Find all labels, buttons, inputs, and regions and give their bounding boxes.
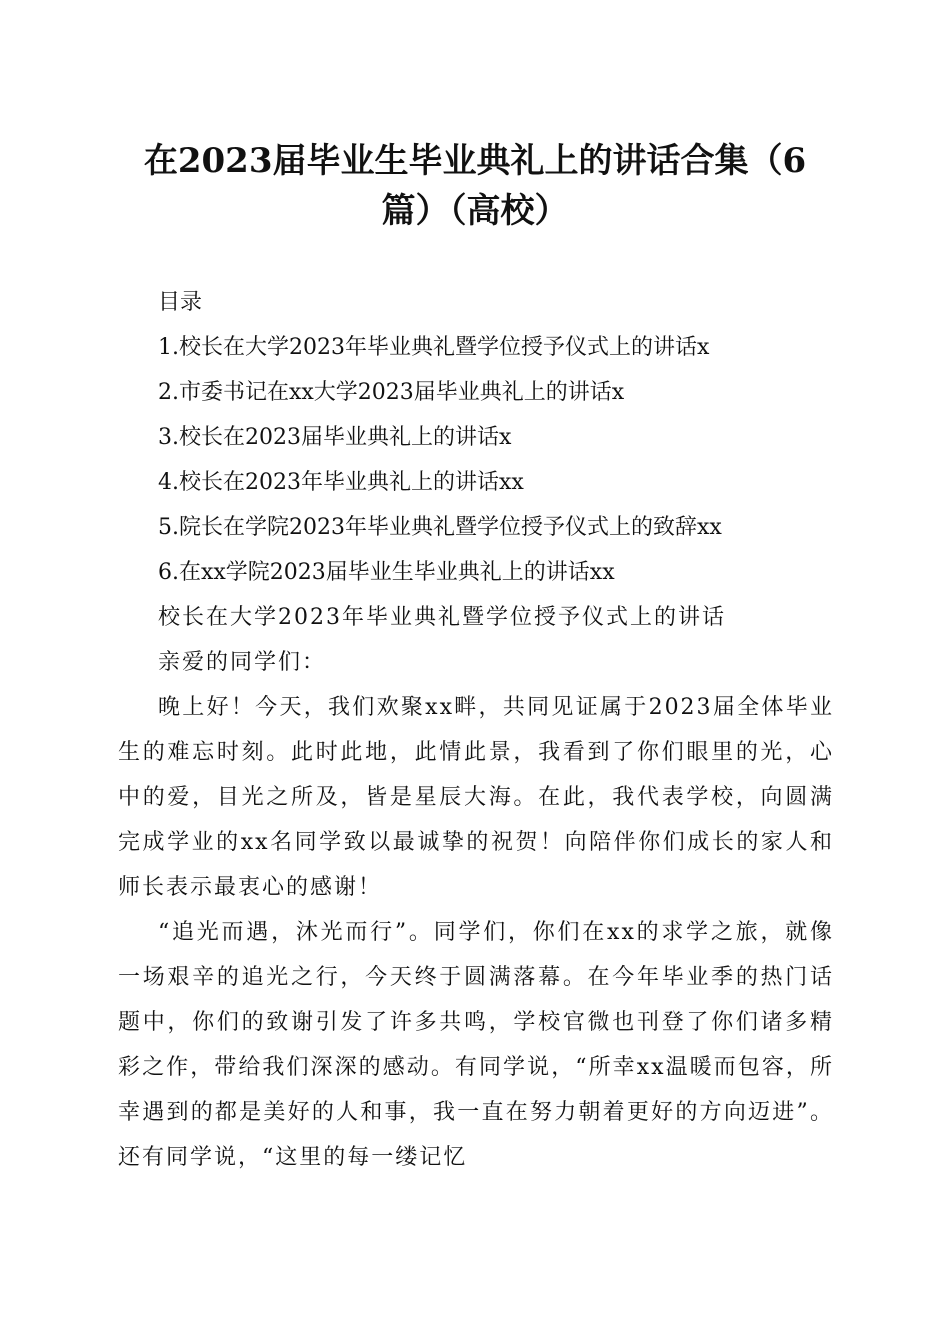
speech-body <box>118 595 834 1180</box>
paragraph: “追光而遇，沐光而行”。同学们，你们在xx的求学之旅，就像一场艰辛的追光之行，今天终于圆满落幕。在今年毕业季的热门话题中，你们的致谢引发了许多共鸣，学校官微也刊登了你们诸多精彩之作，带给我们深深的感动。有同学说，“所幸xx温暖而包容，所幸遇到的都是美好的人和事，我一直在努力朝着更好的方向迈进”。还有同学说，“这里的每一缕记忆 <box>118 920 834 1170</box>
toc-heading: 目录 <box>158 290 203 315</box>
speech-title: 校长在大学2023年毕业典礼暨学位授予仪式上的讲话 <box>158 605 726 630</box>
document-title <box>120 136 830 236</box>
table-of-contents <box>158 280 858 595</box>
toc-item: 3.校长在2023届毕业典礼上的讲话x <box>158 425 512 450</box>
toc-item: 5.院长在学院2023年毕业典礼暨学位授予仪式上的致辞xx <box>158 515 722 540</box>
title-line-1: 在2023届毕业生毕业典礼上的讲话合集（6 <box>143 141 807 181</box>
toc-item: 6.在xx学院2023届毕业生毕业典礼上的讲话xx <box>158 560 615 585</box>
toc-item: 1.校长在大学2023年毕业典礼暨学位授予仪式上的讲话x <box>158 335 710 360</box>
toc-item: 2.市委书记在xx大学2023届毕业典礼上的讲话x <box>158 380 625 405</box>
salutation: 亲爱的同学们： <box>158 650 327 675</box>
title-line-2: 篇）（高校） <box>381 191 569 231</box>
toc-item: 4.校长在2023年毕业典礼上的讲话xx <box>158 470 524 495</box>
paragraph: 晚上好！今天，我们欢聚xx畔，共同见证属于2023届全体毕业生的难忘时刻。此时此地，此情此景，我看到了你们眼里的光，心中的爱，目光之所及，皆是星辰大海。在此，我代表学校，向圆满完成学业的xx名同学致以最诚挚的祝贺！向陪伴你们成长的家人和师长表示最衷心的感谢！ <box>118 695 834 900</box>
